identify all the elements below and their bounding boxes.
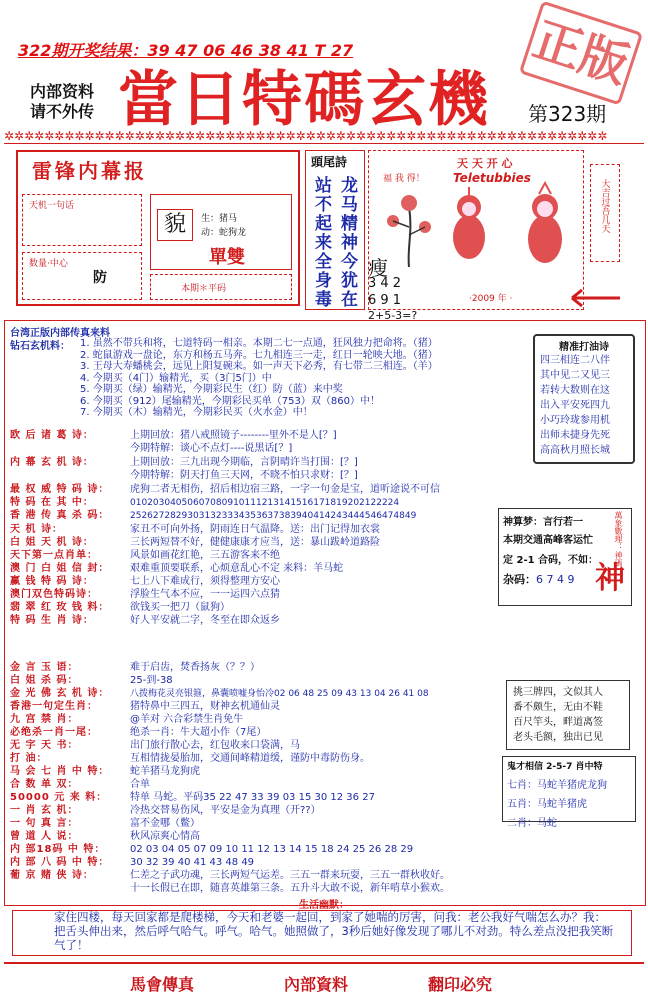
jingzhun-line: 小巧玲珑参用机 [540, 415, 610, 426]
info-row [10, 524, 380, 535]
row-label: 天下第一点肖单： [10, 550, 98, 561]
jingzhun-line: 出入平安死四九 [540, 400, 610, 411]
leifeng-center-box [150, 194, 292, 270]
leifeng-title: 雷锋内幕报 [32, 159, 147, 183]
row-label: 欧 后 诸 葛 诗： [10, 430, 94, 441]
leifeng-center-r1: 生：猪马 [201, 214, 238, 224]
info-row [10, 470, 358, 481]
info-row [10, 688, 429, 700]
leifeng-left-top-text: 天机一句话 [29, 201, 75, 211]
row-label: 一 句 真 言： [10, 818, 79, 829]
row-label: 曾 道 人 说： [10, 831, 79, 842]
row-label: 必绝杀一肖一尾： [10, 727, 98, 738]
list-header-2: 钻石玄机料： [10, 341, 70, 352]
info-row [10, 701, 280, 712]
row-label: 特 码 在 其 中： [10, 497, 94, 508]
tiaosan-box [506, 680, 630, 750]
poem-title: 頭尾詩 [311, 155, 348, 169]
tiaosan-lines [507, 681, 629, 745]
row-value: 好人平安就二字，冬至在即众返乡 [130, 615, 280, 626]
shensuan-big-char: 神 [595, 561, 625, 596]
footer-label-b: 內部資料 [284, 975, 349, 994]
tiaosan-line: 百尺竿头，畔道离签 [513, 717, 603, 728]
row-value: 01020304050607080910111213141516171819202122224 [130, 498, 400, 508]
arrow-icon [560, 286, 626, 310]
row-value: 八拨梅花灵亮银箍，鼻囊喷嘘身怡冷02 06 48 25 09 43 13 04 26 41 08 [130, 689, 429, 699]
row-value: 七上八下难成行，须得整理方安心 [130, 576, 280, 587]
info-row [10, 818, 200, 829]
row-label: 白 姐 天 机 诗： [10, 537, 94, 548]
leifeng-left-top [22, 194, 142, 246]
row-label: 最 权 威 特 码 诗： [10, 484, 110, 495]
shensuan-side-text: 萬象數理：神碼 [614, 511, 623, 567]
issue-number: 第323期 [528, 102, 607, 126]
row-value: 虎狗二者无相伤，招后相边宿三路，一字一句金是宝，道听途说不可信 [130, 484, 440, 495]
row-label: 澳门双色特码诗： [10, 589, 98, 600]
row-value: 上期回放：猪八戒照镜子--------里外不是人[？] [130, 430, 337, 441]
info-row [10, 457, 358, 468]
info-row [10, 675, 173, 686]
row-value: 上期回放：三九出现今期临，言阴晴许当打围：[？] [130, 457, 358, 468]
number-line-3: 2+5-3=? [368, 309, 418, 322]
list-item: 5. 今期买（绿）输精光，今期彩民生（红）防（蓝）来中奖 [80, 384, 343, 395]
row-label: 金 光 佛 玄 机 诗： [10, 688, 110, 699]
info-row [10, 510, 416, 522]
row-label: 无 字 天 书： [10, 740, 79, 751]
info-row [10, 550, 280, 561]
row-label: 葡 京 赌 侠 诗： [10, 870, 94, 881]
info-row [10, 792, 375, 803]
row-value: 合单 [130, 779, 150, 790]
info-row [10, 576, 280, 587]
leifeng-fang: 防 [93, 270, 107, 286]
cartoon-logo: Teletubbies [453, 171, 531, 185]
row-label: 翡 翠 红 玫 钱 料： [10, 602, 110, 613]
guicai-row-1: 七肖：马蛇羊猪虎龙狗 [507, 780, 607, 791]
info-row [10, 753, 370, 764]
poem-col-2: 站不起来全身毒 [311, 176, 331, 309]
info-row [10, 430, 337, 441]
shensuan-code: 6 7 4 9 [536, 573, 575, 586]
shensuan-box [498, 508, 632, 606]
info-row [10, 857, 254, 868]
list-item: 7. 今期买（木）输精光，今期彩民买（火水金）中！ [80, 407, 313, 418]
row-value: 今期特解：谈心不点灯----说黑话[？] [130, 443, 293, 454]
info-row [10, 844, 413, 855]
info-row [10, 484, 440, 495]
info-row [10, 602, 230, 613]
row-value: 艰难重顶要联系，心烦意乱心不定 来料：羊马蛇 [130, 563, 344, 574]
list-item: 4. 今期买（4门）输精光，买（3门5门）中 [80, 372, 272, 384]
jingzhun-line: 高高秋月照长城 [540, 445, 610, 456]
leifeng-box [16, 150, 300, 306]
tiaosan-line: 挑三牌四，文似其人 [513, 687, 603, 698]
row-value: 十一长假已在即，随喜英雄第三条。五升斗大敢不说，新年啃草小猴欢。 [130, 883, 450, 894]
info-row [10, 714, 243, 725]
row-label: 一 肖 玄 机： [10, 805, 79, 816]
leifeng-bottom-line: 本期＊平码 [181, 284, 227, 294]
row-value: 绝杀一肖：牛大超小作（7尾） [130, 727, 267, 738]
cartoon-footer: ·2009 年 · [469, 294, 513, 304]
info-row [10, 589, 280, 600]
internal-label-1: 内部资料 [30, 82, 95, 101]
info-row [10, 779, 150, 790]
jingzhun-line: 若转大数则在这 [540, 385, 610, 396]
jingzhun-line: 其中见二又见三 [540, 370, 610, 381]
row-value: 风景如画花红艳，三五游客来不绝 [130, 550, 280, 561]
info-row [10, 615, 280, 626]
info-row [10, 883, 450, 894]
row-label: 金 言 玉 语： [10, 662, 79, 673]
row-value: 25262728293031323334353637383940414243444546474849 [130, 511, 417, 521]
list-item: 3. 王母大寿蟠桃会，远见上阳复碗来。如一声天下必秀，有七带二三相连。（羊） [80, 361, 438, 372]
row-label: 内 部18码 中 特： [10, 844, 106, 855]
tiaosan-line: 番不颇生，无由不鞋 [513, 702, 603, 713]
cartoon-caption-1: 福 我 得！ [383, 174, 425, 184]
tiaosan-line: 老头毛额，独出已见 [513, 732, 603, 743]
shensuan-code-row [503, 571, 574, 587]
footer-label-a: 馬會傳真 [130, 975, 195, 994]
leifeng-center-r2: 动：蛇狗龙 [201, 228, 247, 238]
row-value: 欲钱买一把刀（鼠狗） [130, 602, 230, 613]
teletubby-icon-2 [515, 181, 575, 271]
footer-star-row [4, 962, 644, 964]
row-label: 白 姐 杀 码： [10, 675, 79, 686]
row-label: 香港一句定生肖： [10, 701, 98, 712]
leifeng-bottom-line-box [150, 274, 292, 300]
cartoon-caption-2: 天 天 开 心 [457, 157, 513, 170]
row-label: 马 会 七 肖 中 特： [10, 766, 110, 777]
list-header-1: 台湾正版内部传真来料 [10, 328, 110, 339]
info-row [10, 497, 399, 509]
page-title: 當日特碼玄機 [118, 65, 490, 135]
divider-line [4, 143, 644, 144]
info-row [10, 740, 300, 751]
row-label: 九 宫 禁 肖： [10, 714, 79, 725]
flower-icon [379, 187, 439, 267]
footer-label-c: 翻印必究 [428, 975, 493, 994]
row-value: @羊对 六合彩禁生肖免牛 [130, 714, 244, 725]
jingzhun-box [533, 334, 635, 464]
row-value: 02 03 04 05 07 09 10 11 12 13 14 15 18 24 25 26 28 29 [130, 844, 414, 855]
row-value: 25-到-38 [130, 675, 173, 686]
leifeng-single-double: 單雙 [209, 247, 245, 268]
poem-col-1: 龙马精神今犹在 [337, 176, 357, 309]
row-value: 三长两短替不好，健健康康才应当，送：暴山跋岭道路险 [130, 537, 380, 548]
teletubby-icon [439, 187, 499, 267]
leifeng-center-char: 貌 [157, 209, 193, 241]
shensuan-code-label: 杂码： [503, 573, 536, 586]
info-row [10, 662, 260, 673]
row-label: 赢 钱 特 码 诗： [10, 576, 94, 587]
row-label: 澳 门 白 姐 信 封： [10, 563, 110, 574]
jingzhun-line: 出师未捷身先死 [540, 430, 610, 441]
leifeng-left-bottom-text: 数量·中心 [29, 259, 68, 269]
row-label: 特 码 生 肖 诗： [10, 615, 94, 626]
row-label: 内 幕 玄 机 诗： [10, 457, 94, 468]
jingzhun-line: 四三相连二八伴 [540, 355, 610, 366]
last-result: 322期开奖结果：39 47 06 46 38 41 T 27 [18, 41, 354, 60]
numbered-list [80, 338, 438, 419]
guicai-title: 鬼才相信 2-5-7 肖中特 [507, 762, 603, 772]
row-value: 仁差之子武功魂，三长两短气运差。三五一群来玩耍，三五一群秋收好。 [130, 870, 450, 881]
list-item: 1. 虽然不带兵和将，七道特码一相亲。本期二七一点通，狂风独力把命将。（猪） [80, 338, 438, 349]
row-label: 50000 元 来 料： [10, 792, 108, 803]
row-value: 30 32 39 40 41 43 48 49 [130, 857, 255, 868]
humor-title: 生活幽默： [299, 900, 349, 911]
info-row [10, 443, 292, 454]
row-value: 互相情拢晏胎加，交通间峰精道缓，谨防中毒防伤身。 [130, 753, 370, 764]
row-value: 蛇羊猪马龙狗虎 [130, 766, 200, 777]
row-value: 出门旅行散心去，红包收来口袋满，马 [130, 740, 300, 751]
info-row [10, 537, 380, 548]
info-row [10, 766, 200, 777]
list-item: 6. 今期买（912）尾输精光，今期彩民买单（753）双（860）中！ [80, 395, 380, 407]
guicai-row-3: 二肖：马蛇 [507, 818, 557, 829]
row-value: 秋风凉爽心情高 [130, 831, 200, 842]
row-value: 特单 马蛇。平码35 22 47 33 39 03 15 30 12 36 27 [130, 792, 375, 803]
row-label: 内 部 八 码 中 特： [10, 857, 110, 868]
internal-label-2: 请不外传 [30, 102, 95, 121]
info-row [10, 831, 200, 842]
guicai-box [502, 756, 636, 829]
list-item: 2. 蛇鼠游戏一盘论，东方和杨五马奔。七九相连三一走，红日一轮映大地。（猪） [80, 349, 438, 361]
row-label: 打 油： [10, 753, 48, 764]
number-line-1: 3 4 2 [368, 276, 402, 291]
row-label: 天 机 诗： [10, 524, 63, 535]
row-label: 合 数 单 双： [10, 779, 79, 790]
row-label: 香 港 传 真 杀 码： [10, 510, 110, 521]
side-vertical-box [590, 164, 620, 262]
stamp: 正版 [519, 0, 643, 105]
jingzhun-lines [535, 353, 633, 458]
divider-stars: ✲✲✲✲✲✲✲✲✲✲✲✲✲✲✲✲✲✲✲✲✲✲✲✲✲✲✲✲✲✲✲✲✲✲✲✲✲✲✲✲✲✲✲✲✲✲✲✲✲✲✲✲✲✲✲✲✲✲✲✲ [4, 130, 608, 142]
info-row [10, 727, 266, 738]
row-value: 冷热交替易伤风，平安是金为真理（开??） [130, 805, 321, 816]
row-value: 富不金哪（鳖） [130, 818, 200, 829]
shensuan-line-3: 定 2-1 合码，不如： [503, 555, 599, 566]
row-value: 难于启齿，焚香扬灰（？？） [130, 662, 260, 673]
humor-text: 家住四楼，每天回家都是爬楼梯，今天和老婆一起回，到家了她喘的厉害，问我：老公我好气喘怎么办？我：把舌头伸出来，然后呼气哈气。呼气。哈气。她照做了，3秒后她好像发现了哪儿不对劲。特么差点没把我笑断气了！ [54, 910, 614, 952]
shensuan-line-2: 本期交通高峰客运忙 [503, 535, 593, 546]
number-line-2: 6 9 1 [368, 293, 402, 308]
info-row [10, 563, 343, 574]
row-value: 猪特鼻中三四五，财神玄机通仙灵 [130, 701, 280, 712]
shensuan-line-1: 神算梦：言行若一 [503, 517, 583, 528]
guicai-row-2: 五肖：马蛇羊猪虎 [507, 799, 587, 810]
row-value: 家丑不可向外扬，阴雨连日气温降。送：出门记得加衣裳 [130, 524, 380, 535]
row-value: 今期特解：阴天打鱼三天网，不晓不怕只求财：[？] [130, 470, 358, 481]
leifeng-left-bottom [22, 252, 142, 300]
row-value: 浮脸生气本不应，一一运四六点猜 [130, 589, 280, 600]
info-row [10, 805, 321, 816]
side-vertical-text: 大吉过吾几天 [599, 179, 610, 233]
shou-char: 瘦 [368, 256, 388, 280]
info-row [10, 870, 450, 881]
jingzhun-title: 精准打油诗 [559, 342, 609, 353]
